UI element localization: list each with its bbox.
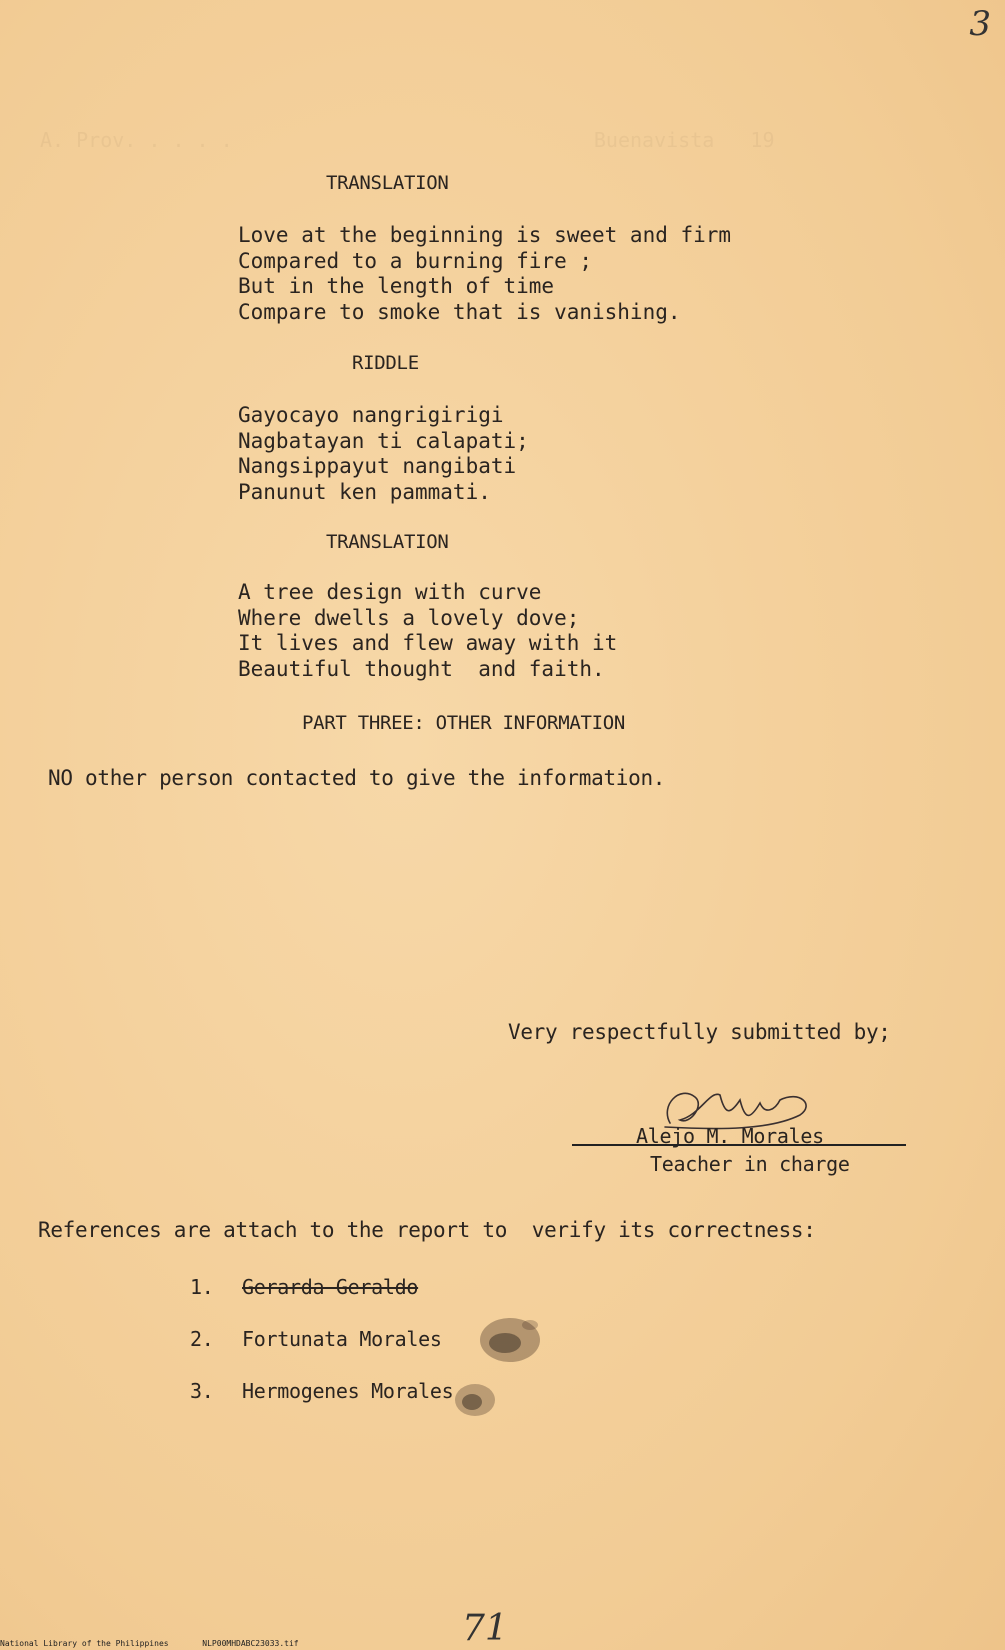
poem-line: Nagbatayan ti calapati; <box>238 428 529 453</box>
reference-name: Fortunata Morales <box>242 1327 442 1351</box>
riddle-heading: RIDDLE <box>352 352 419 374</box>
translation-poem <box>238 580 617 682</box>
poem-line: It lives and flew away with it <box>238 631 618 655</box>
signature-line <box>572 1144 906 1146</box>
poem-line: Nangsippayut nangibati <box>238 454 517 478</box>
part-three-text: NO other person contacted to give the information. <box>48 766 666 790</box>
signatory-name: Alejo M. Morales <box>636 1124 824 1148</box>
reference-number: 3. <box>190 1379 214 1403</box>
references-intro: References are attach to the report to verify its correctness: <box>38 1218 816 1242</box>
poem-line: Compared to a burning fire ; <box>238 248 593 273</box>
part-three-heading: PART THREE: OTHER INFORMATION <box>302 712 626 734</box>
poem-line: Love at the beginning is sweet and firm <box>238 223 732 247</box>
poem-line: But in the length of time <box>238 274 555 298</box>
poem-line: Gayocayo nangrigirigi <box>238 403 504 427</box>
translation-heading: TRANSLATION <box>326 531 449 553</box>
submitted-by-text: Very respectfully submitted by; <box>508 1020 891 1044</box>
poem-line: A tree design with curve <box>238 580 542 604</box>
translation-poem <box>238 223 731 325</box>
poem-line: Where dwells a lovely dove; <box>238 605 580 630</box>
riddle-poem <box>238 403 529 505</box>
reference-name-struck: Gerarda Geraldo <box>242 1275 419 1299</box>
reference-number: 1. <box>190 1275 214 1299</box>
footer-file: NLP00MHDABC23033.tif <box>202 1639 299 1648</box>
poem-line: Beautiful thought and faith. <box>238 656 605 681</box>
thumbprint-mark <box>460 1295 560 1375</box>
reference-number: 2. <box>190 1327 214 1351</box>
reference-name: Hermogenes Morales <box>242 1379 454 1403</box>
footer-source: National Library of the Philippines <box>0 1639 169 1648</box>
thumbprint-mark <box>440 1372 510 1427</box>
signatory-title: Teacher in charge <box>650 1152 850 1176</box>
page-number: 3 <box>969 4 991 44</box>
handwritten-page-number: 71 <box>462 1608 508 1649</box>
poem-line: Compare to smoke that is vanishing. <box>238 299 681 324</box>
translation-heading: TRANSLATION <box>326 172 449 194</box>
bleed-through-text: A. Prov. . . . . Buenavista 19 <box>40 128 775 152</box>
poem-line: Panunut ken pammati. <box>238 479 491 504</box>
archive-footer <box>0 1639 299 1648</box>
